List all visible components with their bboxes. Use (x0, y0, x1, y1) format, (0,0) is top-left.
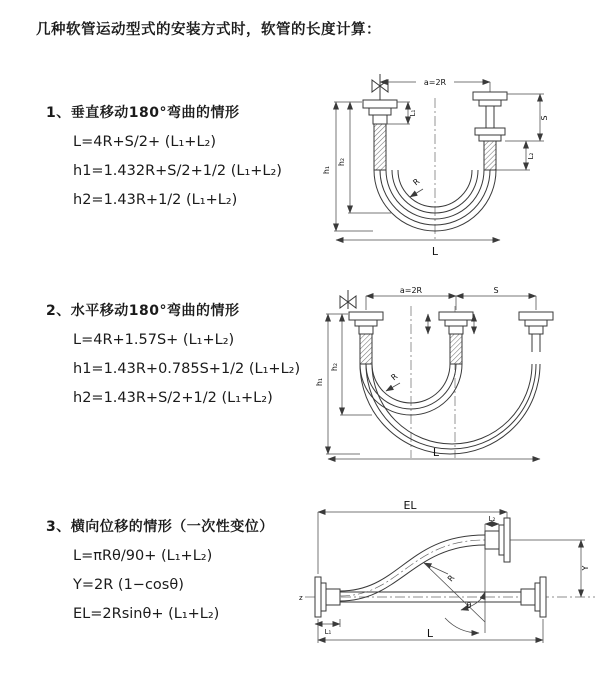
section-1-heading: 1、垂直移动180°弯曲的情形 (46, 105, 240, 121)
dimension-lines (315, 500, 590, 643)
formula-l: L=4R+S/2+ (L₁+L₂) (73, 134, 216, 150)
flange-left (349, 312, 383, 334)
diagram-vertical-bend-svg (312, 70, 600, 265)
diagram-lateral-displacement (295, 500, 600, 650)
section-1 (46, 102, 326, 215)
centerline (411, 306, 455, 458)
valve-icon (372, 74, 388, 100)
formula-y: Y=2R (1−cosθ) (73, 577, 184, 593)
formula-h2: h2=1.43R+1/2 (L₁+L₂) (73, 192, 238, 208)
hose-displaced-position (340, 535, 485, 601)
section-3 (46, 516, 326, 629)
formula-el: EL=2Rsinθ+ (L₁+L₂) (73, 606, 220, 622)
section-2-heading: 2、水平移动180°弯曲的情形 (46, 303, 240, 319)
hose-right (484, 141, 496, 170)
dim-label-y: Y (581, 565, 590, 571)
flange-right-shifted (519, 312, 553, 352)
formula-h2: h2=1.43R+S/2+1/2 (L₁+L₂) (73, 390, 273, 406)
dim-label-l1: L₁ (324, 628, 332, 636)
dim-label-h2: h₂ (330, 362, 339, 372)
valve-icon (340, 290, 356, 309)
dim-label-l2: L₂ (488, 515, 496, 523)
length-label: L (432, 446, 440, 459)
diagram-horizontal-bend (308, 282, 600, 467)
angle-label: θ (466, 601, 472, 610)
formula-l: L=πRθ/90+ (L₁+L₂) (73, 548, 213, 564)
diagram-vertical-bend (312, 70, 600, 265)
hose-middle (450, 334, 462, 364)
dim-label-a2r: a=2R (423, 78, 447, 87)
flange-right (473, 82, 507, 141)
radius-label: R (445, 573, 457, 584)
datum-label: z (299, 594, 303, 602)
hose-arcs (360, 364, 540, 454)
dim-label-l1: L₁ (409, 109, 417, 117)
dim-label-a2r: a=2R (399, 286, 423, 295)
length-label: L (431, 245, 439, 258)
dim-label-el: EL (403, 500, 417, 512)
dim-label-h1: h₁ (322, 165, 331, 175)
flange-right-upper (485, 518, 510, 562)
diagram-horizontal-bend-svg (308, 282, 600, 467)
dim-label-l2: L₂ (527, 152, 535, 160)
dim-label-h2: h₂ (337, 157, 346, 167)
flange-left (363, 100, 397, 124)
page-title: 几种软管运动型式的安装方式时，软管的长度计算： (36, 22, 381, 38)
radius-label: R (389, 371, 400, 383)
hose-left (360, 334, 372, 364)
hose-left (374, 124, 386, 170)
flange-middle (439, 312, 473, 334)
formula-l: L=4R+1.57S+ (L₁+L₂) (73, 332, 235, 348)
formula-h1: h1=1.432R+S/2+1/2 (L₁+L₂) (73, 163, 282, 179)
flange-right-lower (521, 577, 546, 617)
radius-label: R (411, 176, 422, 188)
dim-label-s: S (540, 115, 549, 121)
section-2 (46, 300, 326, 413)
dim-label-s: S (493, 286, 499, 295)
diagram-lateral-displacement-svg (295, 500, 600, 650)
dim-label-h1: h₁ (315, 377, 324, 387)
section-3-heading: 3、横向位移的情形（一次性变位） (46, 519, 274, 535)
formula-h1: h1=1.43R+0.785S+1/2 (L₁+L₂) (73, 361, 301, 377)
flange-left (315, 577, 340, 617)
length-label: L (426, 627, 434, 640)
